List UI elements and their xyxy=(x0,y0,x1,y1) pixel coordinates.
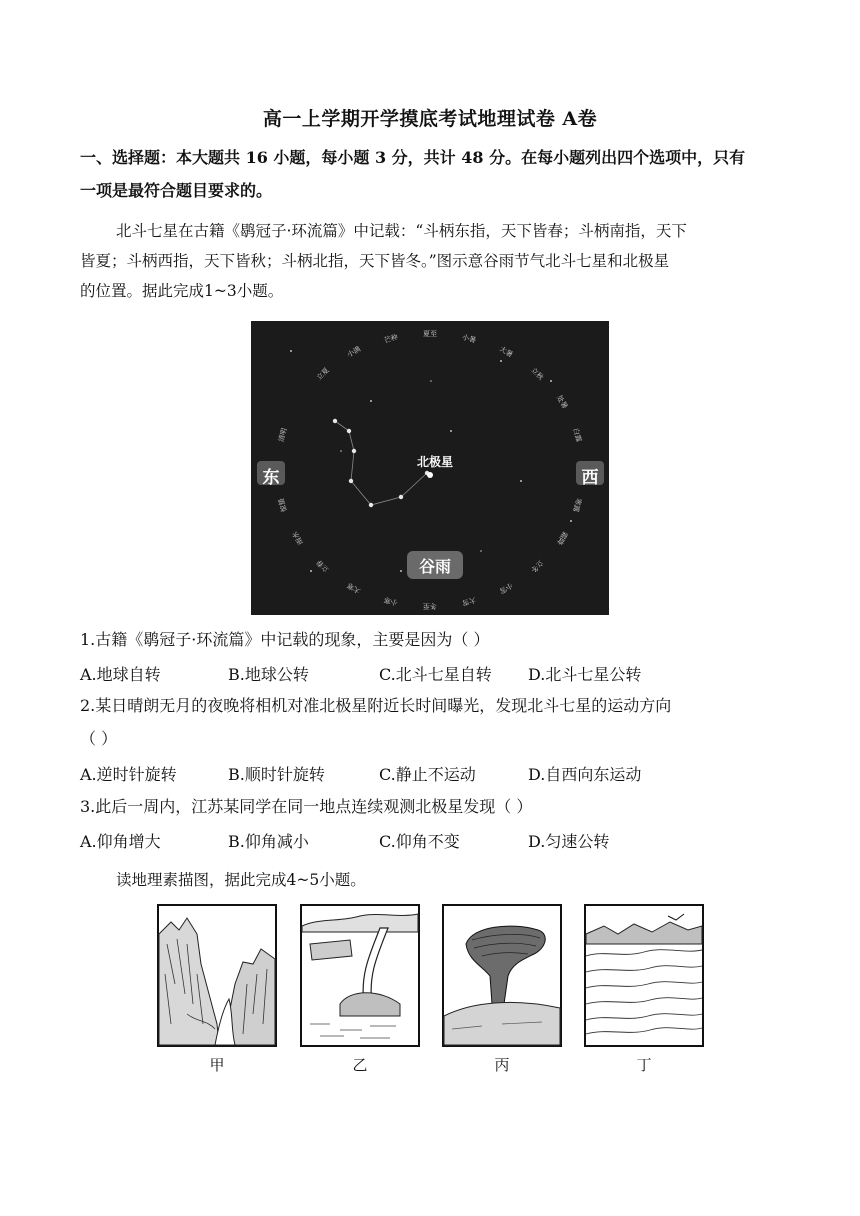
sketch-bing-mushroom-rock xyxy=(442,904,562,1047)
intro-paragraph-line-3: 的位置。据此完成1~3小题。 xyxy=(80,282,284,300)
question-3-option-b[interactable]: B.仰角减小 xyxy=(228,832,309,851)
term-label: 谷雨 xyxy=(418,557,451,576)
sketch-ding-dunes xyxy=(584,904,704,1047)
solar-term-label: 立秋 xyxy=(529,366,546,382)
solar-term-label: 芒种 xyxy=(382,332,399,345)
question-1-option-b[interactable]: B.地球公转 xyxy=(228,665,309,684)
question-2-option-a[interactable]: A.逆时针旋转 xyxy=(80,765,177,784)
solar-term-label: 霜降 xyxy=(554,529,569,547)
solar-term-label: 小雪 xyxy=(497,580,515,595)
solar-term-label: 清明 xyxy=(277,427,289,443)
question-2-option-b[interactable]: B.顺时针旋转 xyxy=(228,765,325,784)
question-2-option-d[interactable]: D.自西向东运动 xyxy=(528,765,642,784)
caption-ding: 丁 xyxy=(636,1056,652,1074)
section-header-line-2: 一项是最符合题目要求的。 xyxy=(80,181,273,200)
solar-term-label: 惊蛰 xyxy=(277,497,289,513)
solar-term-label: 雨水 xyxy=(291,529,306,547)
question-1-option-a[interactable]: A.地球自转 xyxy=(80,665,161,684)
question-1-option-d[interactable]: D.北斗七星公转 xyxy=(528,665,642,684)
solar-term-label: 白露 xyxy=(571,427,583,443)
solar-term-label: 冬至 xyxy=(423,602,437,610)
east-label: 东 xyxy=(262,468,280,488)
west-label: 西 xyxy=(581,468,599,488)
solar-term-label: 立夏 xyxy=(314,366,331,382)
question-2-stem: 2.某日晴朗无月的夜晚将相机对准北极星附近长时间曝光，发现北斗七星的运动方向 xyxy=(80,696,672,715)
section-header-line-1: 一、选择题：本大题共 16 小题，每小题 3 分，共计 48 分。在每小题列出四个选项中，只有 xyxy=(80,148,746,167)
solar-term-label: 小寒 xyxy=(382,595,399,608)
question-2-stem-cont: （ ） xyxy=(80,729,118,748)
intro-paragraph-line-2: 皆夏；斗柄西指，天下皆秋；斗柄北指，天下皆冬。”图示意谷雨节气北斗七星和北极星 xyxy=(80,252,670,270)
question-3-stem: 3.此后一周内，江苏某同学在同一地点连续观测北极星发现（ ） xyxy=(80,797,533,816)
question-2-option-c[interactable]: C.静止不运动 xyxy=(379,765,476,784)
solar-term-label: 立春 xyxy=(314,558,331,574)
solar-term-label: 立冬 xyxy=(529,558,546,574)
solar-term-label: 小满 xyxy=(345,345,363,360)
question-3-option-c[interactable]: C.仰角不变 xyxy=(379,832,460,851)
solar-term-label: 处暑 xyxy=(554,393,569,411)
intro-paragraph-2: 读地理素描图，据此完成4~5小题。 xyxy=(116,871,366,889)
big-dipper-star-map xyxy=(251,321,609,615)
question-3-option-d[interactable]: D.匀速公转 xyxy=(528,832,610,851)
solar-term-label: 夏至 xyxy=(423,330,437,338)
intro-paragraph-line-1: 北斗七星在古籍《鹖冠子·环流篇》中记载：“斗柄东指，天下皆春；斗柄南指，天下 xyxy=(116,222,687,240)
polaris-label: 北极星 xyxy=(416,455,453,469)
sketch-yi-river-delta xyxy=(300,904,420,1047)
solar-term-label: 寒露 xyxy=(571,497,583,513)
solar-term-label: 大暑 xyxy=(497,345,515,360)
sketch-jia-canyon xyxy=(157,904,277,1047)
question-3-option-a[interactable]: A.仰角增大 xyxy=(80,832,161,851)
caption-yi: 乙 xyxy=(352,1056,368,1074)
caption-bing: 丙 xyxy=(494,1056,510,1074)
solar-term-label: 小暑 xyxy=(461,332,478,345)
page-title: 高一上学期开学摸底考试地理试卷 A卷 xyxy=(262,108,598,130)
question-1-option-c[interactable]: C.北斗七星自转 xyxy=(379,665,492,684)
solar-term-label: 大雪 xyxy=(461,595,478,608)
caption-jia: 甲 xyxy=(209,1056,225,1074)
question-1-stem: 1.古籍《鹖冠子·环流篇》中记载的现象，主要是因为（ ） xyxy=(80,630,490,649)
solar-term-label: 大寒 xyxy=(345,580,363,595)
